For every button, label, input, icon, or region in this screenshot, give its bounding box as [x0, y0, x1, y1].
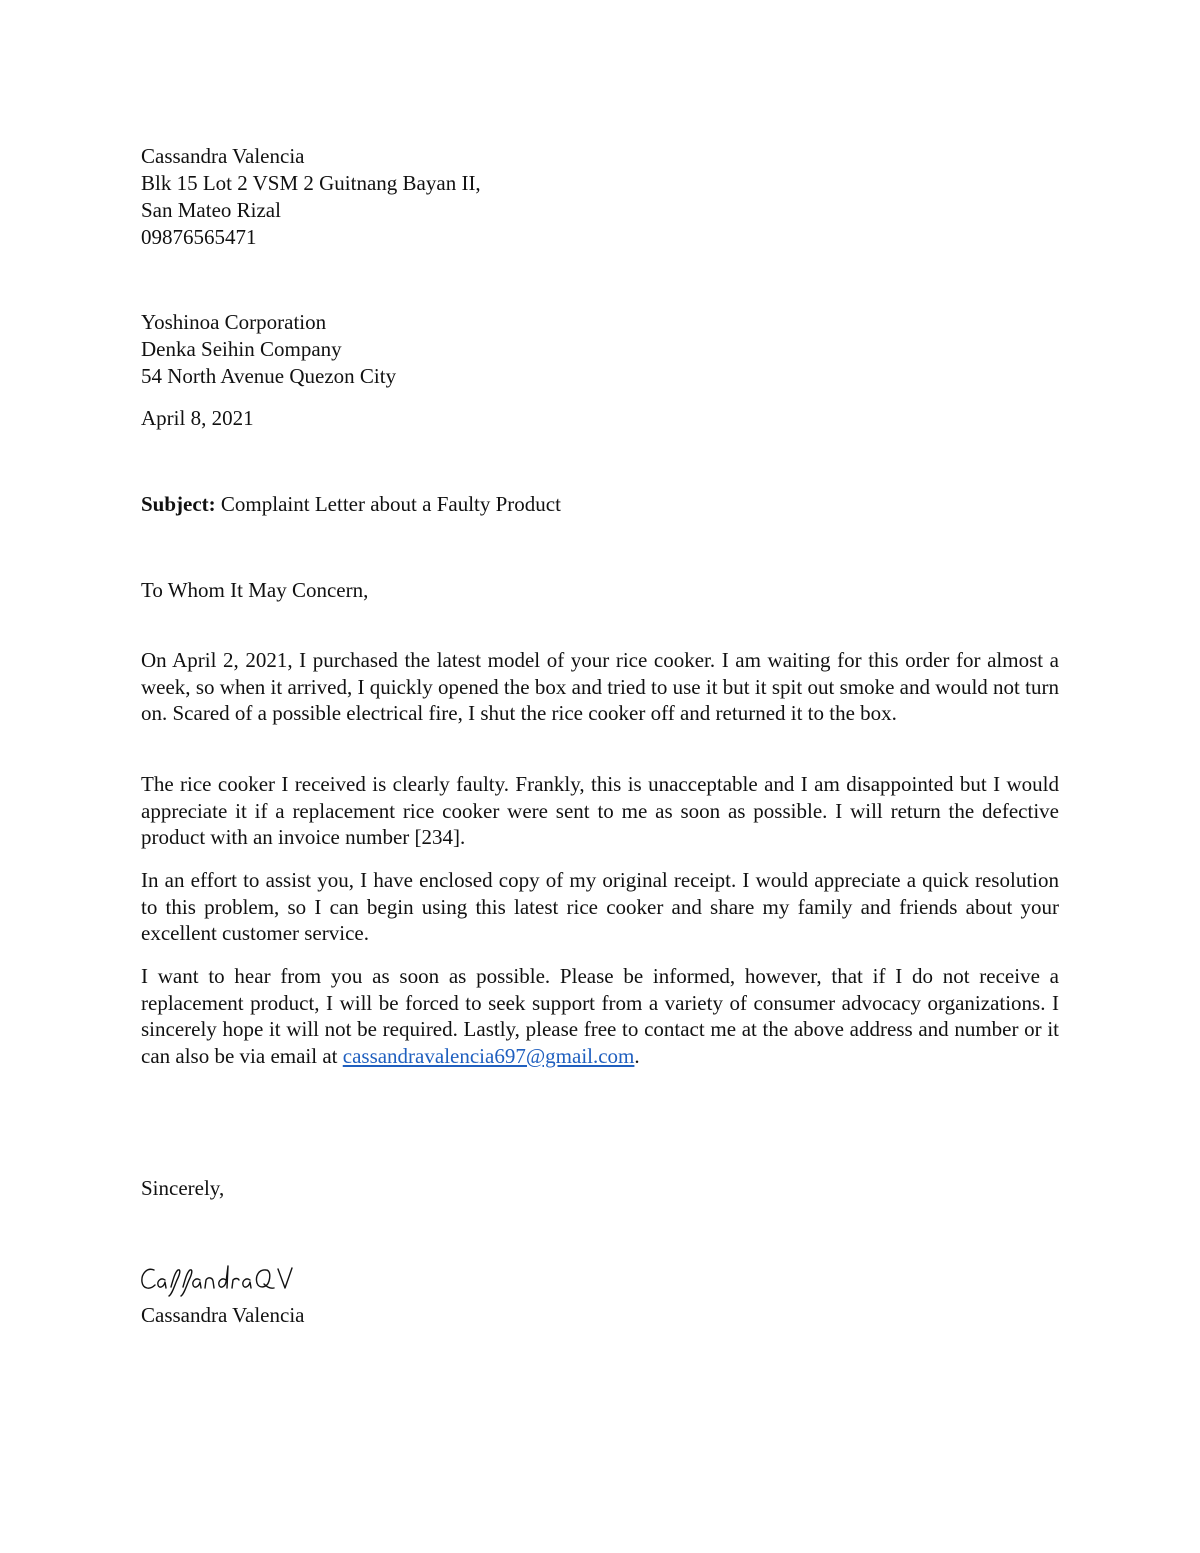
- subject-label: Subject:: [141, 492, 216, 516]
- recipient-address: 54 North Avenue Quezon City: [141, 364, 397, 388]
- sender-address-line1: Blk 15 Lot 2 VSM 2 Guitnang Bayan II,: [141, 171, 481, 195]
- body-paragraph-2: The rice cooker I received is clearly faulty. Frankly, this is unacceptable and I am disappointed but I would appreciate it if a replacement rice cooker were sent to me as soon as possible. I will return the defective product with an invoice number [234].: [141, 772, 1059, 849]
- email-link[interactable]: cassandravalencia697@gmail.com: [342, 1043, 635, 1068]
- recipient-company: Yoshinoa Corporation: [141, 310, 327, 334]
- signer-name: Cassandra Valencia: [141, 1303, 305, 1327]
- body-paragraph-4-text: I want to hear from you as soon as possible. Please be informed, however, that if I do not receive a replacement product, I will be forced to seek support from a variety of consumer advocacy organizations. I sincerely hope it will not be required. Lastly, please free to contact me at the above address and number or it can also be via email at: [141, 964, 1059, 1068]
- body-paragraph-4: [141, 963, 1059, 1069]
- sender-name: Cassandra Valencia: [141, 144, 305, 168]
- letter-date-block: [141, 405, 1061, 432]
- recipient-division: Denka Seihin Company: [141, 337, 342, 361]
- salutation: To Whom It May Concern,: [141, 578, 369, 602]
- subject-text: Complaint Letter about a Faulty Product: [220, 492, 561, 516]
- recipient-address-block: [141, 309, 1061, 390]
- body-paragraph-1: On April 2, 2021, I purchased the latest model of your rice cooker. I am waiting for this order for almost a week, so when it arrived, I quickly opened the box and tried to use it but it spit out smoke and would not turn on. Scared of a possible electrical fire, I shut the rice cooker off and returned it to the box.: [141, 648, 1059, 725]
- sender-phone: 09876565471: [141, 225, 257, 249]
- body-paragraph-3: In an effort to assist you, I have enclosed copy of my original receipt. I would appreciate a quick resolution to this problem, so I can begin using this latest rice cooker and share my family and friends about your excellent customer service.: [141, 868, 1059, 945]
- sender-address-block: [141, 143, 1061, 251]
- salutation-block: [141, 577, 1061, 604]
- closing-block: [141, 1175, 1061, 1202]
- letter-date: April 8, 2021: [141, 406, 254, 430]
- signer-block: [141, 1302, 1061, 1329]
- subject-line: [141, 491, 1061, 518]
- closing: Sincerely,: [141, 1176, 225, 1200]
- body-paragraph-4-end: .: [634, 1043, 640, 1068]
- sender-address-line2: San Mateo Rizal: [141, 198, 281, 222]
- handwritten-signature: [138, 1258, 338, 1298]
